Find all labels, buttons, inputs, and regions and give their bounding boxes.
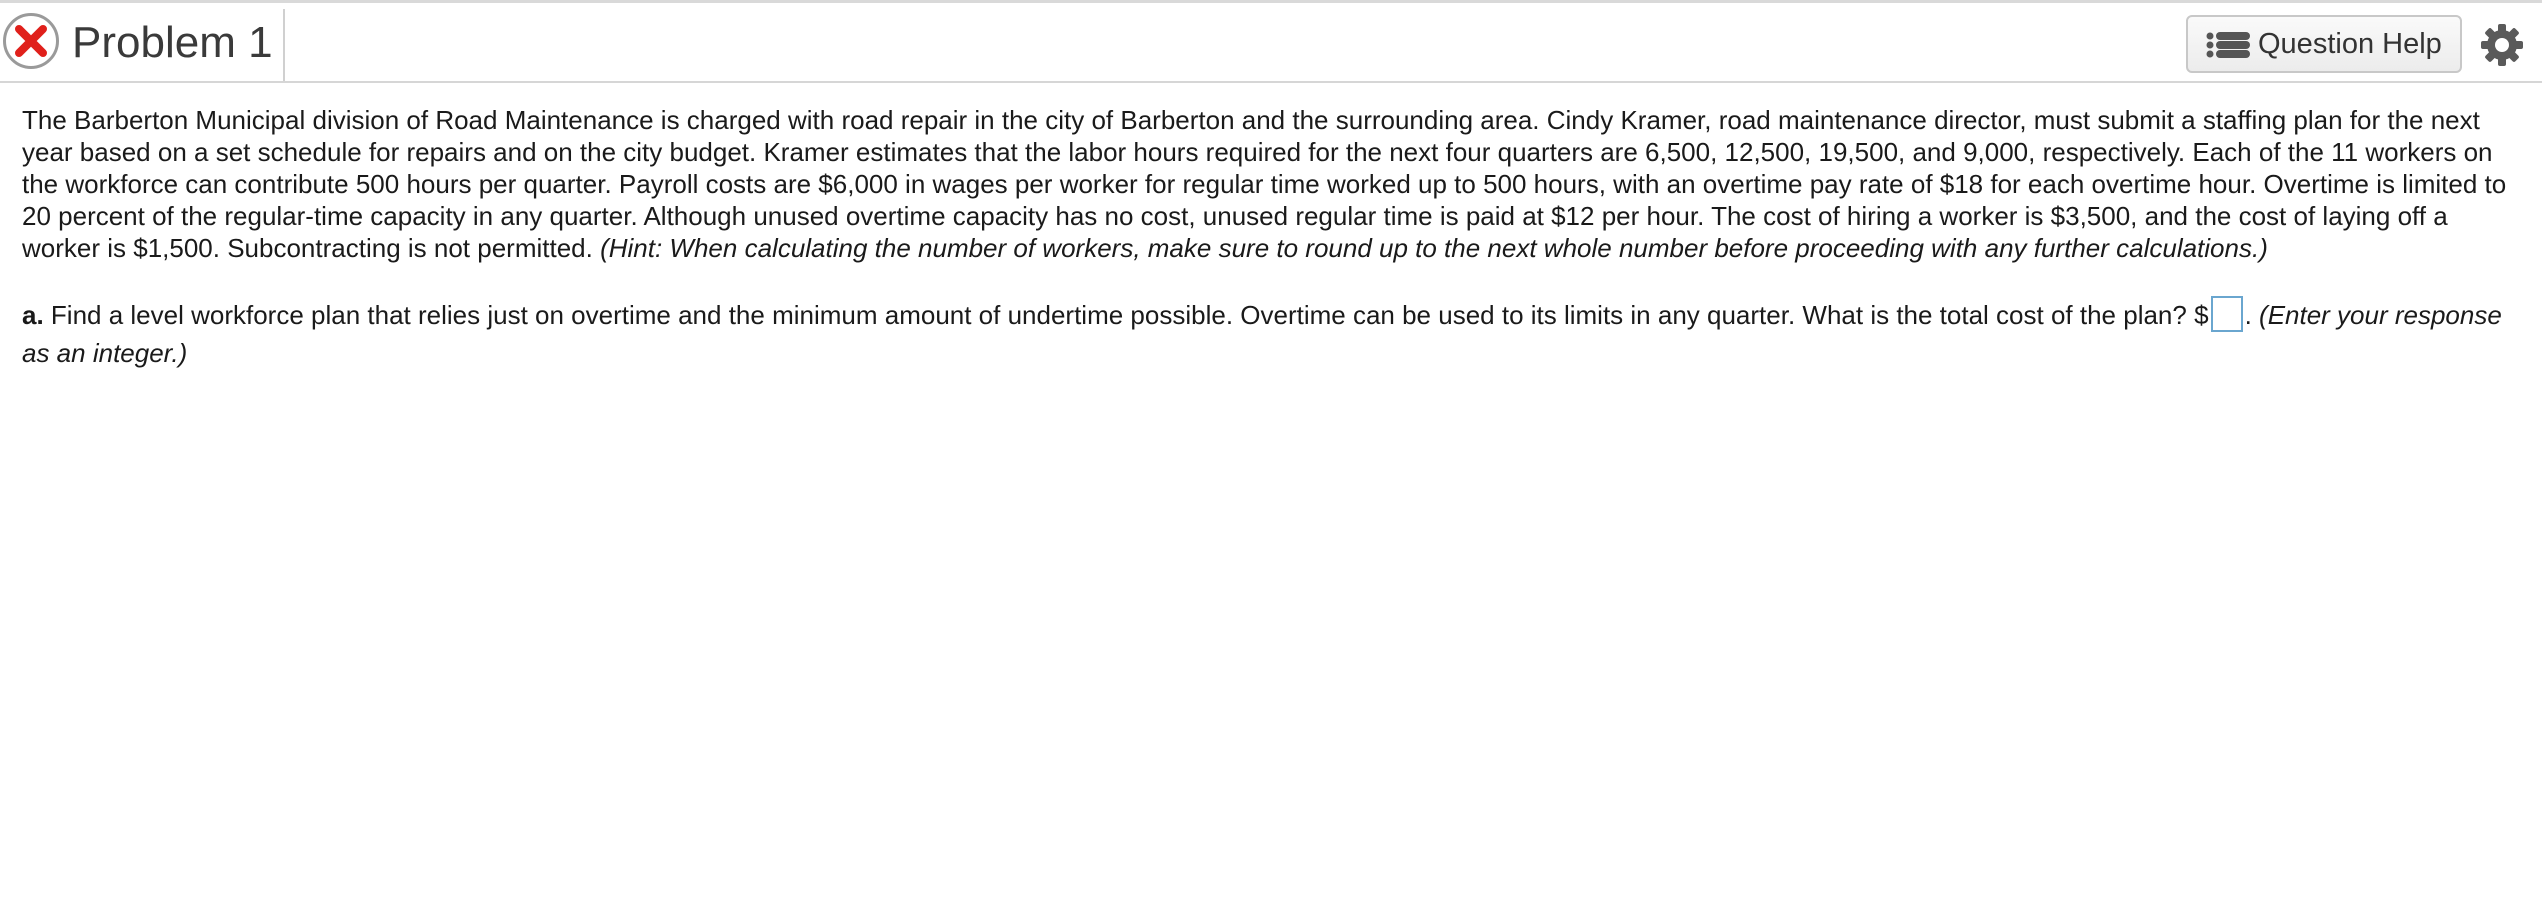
- list-icon: [2206, 32, 2252, 58]
- problem-statement: [22, 104, 2522, 264]
- answer-input[interactable]: [2211, 296, 2243, 332]
- gear-icon[interactable]: [2480, 23, 2524, 67]
- question-help-label: Question Help: [2258, 28, 2442, 60]
- currency-symbol: $: [2194, 300, 2209, 330]
- problem-header: [0, 3, 2542, 83]
- question-help-button[interactable]: [2186, 15, 2462, 73]
- hint-text: (Hint: When calculating the number of workers, make sure to round up to the next whole number before proceeding with any further calculations.): [600, 233, 2268, 263]
- problem-title: Problem 1: [72, 18, 273, 67]
- question-a-text: Find a level workforce plan that relies just on overtime and the minimum amount of undertime possible. Overtime can be used to its limits in any quarter. What is the total cost of the plan?: [50, 300, 2187, 330]
- x-circle-icon: [3, 13, 59, 69]
- question-a-label: a.: [22, 300, 44, 330]
- question-a: [22, 296, 2522, 372]
- instruction-text: (Enter your response as an integer.): [22, 300, 2502, 368]
- statement-text: The Barberton Municipal division of Road Maintenance is charged with road repair in the city of Barberton and the surrounding area. Cindy Kramer, road maintenance director, must submit a staffing plan for the next year based on a set schedule for repairs and on the city budget. Kramer estimates that the labor hours required for the next four quarters are 6,500, 12,500, 19,500, and 9,000, respectively. Each of the 11 workers on the workforce can contribute 500 hours per quarter. Payroll costs are $6,000 in wages per worker for regular time worked up to 500 hours, with an overtime pay rate of $18 for each overtime hour. Overtime is limited to 20 percent of the regular-time capacity in any quarter. Although unused overtime capacity has no cost, unused regular time is paid at $12 per hour. The cost of hiring a worker is $3,500, and the cost of laying off a worker is $1,500. Subcontracting is not permitted.: [22, 105, 2507, 263]
- title-divider: [283, 9, 285, 81]
- answer-period: .: [2244, 300, 2252, 330]
- problem-content: [22, 104, 2522, 372]
